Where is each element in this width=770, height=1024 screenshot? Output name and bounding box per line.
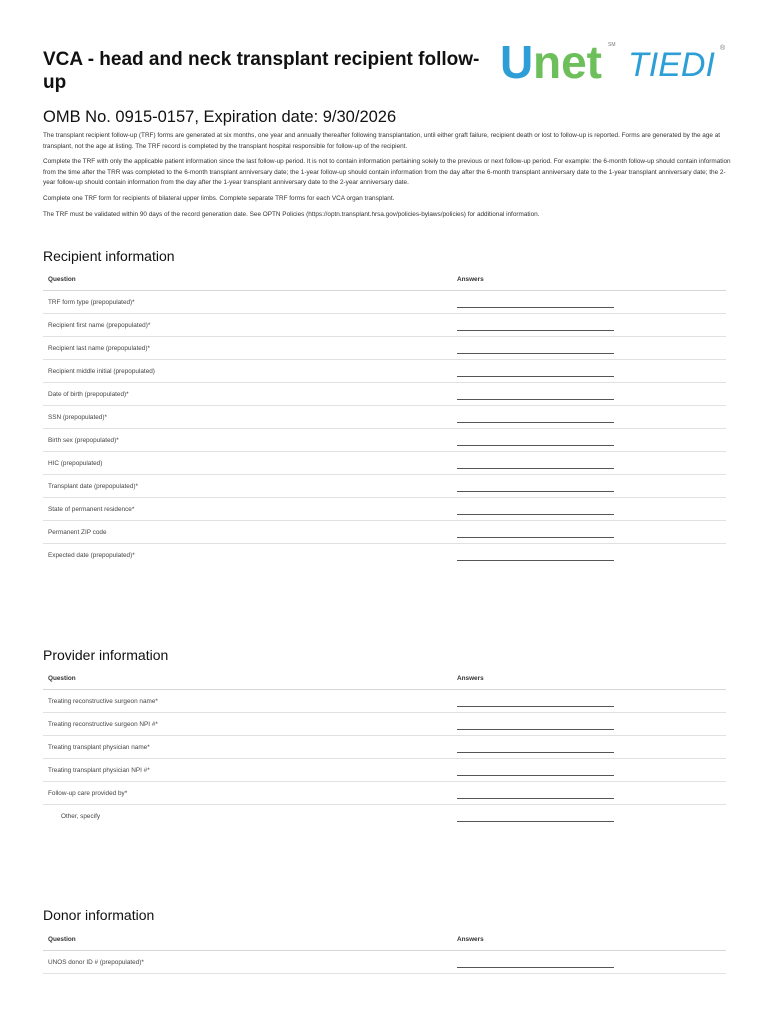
table-header: [43, 928, 726, 951]
provider-table: [43, 667, 726, 828]
table-row: [43, 452, 726, 475]
table-row: [43, 521, 726, 544]
table-row: [43, 291, 726, 314]
question-label: Transplant date (prepopulated)*: [48, 482, 138, 490]
intro-paragraph: The TRF must be validated within 90 days of the record generation date. See OPTN Policies (https://optn.transplant.hrsa.gov/policies-bylaws/policies) for additional information.: [43, 210, 540, 218]
answer-field[interactable]: [457, 514, 614, 515]
intro-paragraph: Complete the TRF with only the applicable patient information since the last follow-up period. It is not to contain information pertaining solely to the previous or next follow-up period. For example: the 6-month follow-up should contain information from the time after the TRR was completed to the 6-month transplant anniversary date; the 1-year follow-up should contain information from the day after the 6-month transplant anniversary date to the 1-year transplant anniversary date; the 2-year follow-up should contain information from the day after the 1-year transplant anniversary date to the 2-year anniversary date.: [43, 158, 731, 187]
answer-field[interactable]: [457, 752, 614, 753]
omb-number: OMB No. 0915-0157, Expiration date: 9/30/2026: [43, 108, 397, 126]
table-row: [43, 475, 726, 498]
table-row: [43, 805, 726, 828]
intro-text: [43, 131, 733, 225]
section-title-provider: Provider information: [43, 647, 169, 663]
question-label: HIC (prepopulated): [48, 459, 103, 467]
svg-text:U: U: [500, 36, 534, 86]
table-header: [43, 268, 726, 291]
question-label: State of permanent residence*: [48, 505, 135, 513]
table-header: [43, 667, 726, 690]
answer-field[interactable]: [457, 967, 614, 968]
question-label: Follow-up care provided by*: [48, 789, 128, 797]
question-label: Birth sex (prepopulated)*: [48, 436, 119, 444]
question-label: SSN (prepopulated)*: [48, 413, 107, 421]
table-row: [43, 360, 726, 383]
intro-paragraph: Complete one TRF form for recipients of bilateral upper limbs. Complete separate TRF forms for each VCA organ transplant.: [43, 194, 395, 202]
question-label: Treating reconstructive surgeon NPI #*: [48, 720, 158, 728]
question-label: Treating transplant physician NPI #*: [48, 766, 150, 774]
question-label: Recipient first name (prepopulated)*: [48, 321, 151, 329]
table-row: [43, 544, 726, 567]
table-row: [43, 429, 726, 452]
answers-column-header: Answers: [457, 674, 484, 682]
question-label: UNOS donor ID # (prepopulated)*: [48, 958, 144, 966]
answer-field[interactable]: [457, 422, 614, 423]
section-title-donor: Donor information: [43, 907, 155, 923]
answer-field[interactable]: [457, 560, 614, 561]
question-column-header: Question: [48, 275, 76, 283]
answer-field[interactable]: [457, 775, 614, 776]
question-label: Recipient last name (prepopulated)*: [48, 344, 150, 352]
table-row: [43, 759, 726, 782]
answer-field[interactable]: [457, 491, 614, 492]
question-label: Expected date (prepopulated)*: [48, 552, 135, 559]
table-row: [43, 337, 726, 360]
question-column-header: Question: [48, 674, 76, 682]
svg-text:SM: SM: [608, 42, 616, 48]
question-label: Date of birth (prepopulated)*: [48, 390, 129, 398]
table-row: [43, 782, 726, 805]
table-row: [43, 736, 726, 759]
question-label: Treating reconstructive surgeon name*: [48, 697, 158, 705]
donor-table: [43, 928, 726, 974]
answers-column-header: Answers: [457, 275, 484, 283]
recipient-table: [43, 268, 726, 567]
answer-field[interactable]: [457, 445, 614, 446]
question-label: Recipient middle initial (prepopulated): [48, 367, 155, 375]
answer-field[interactable]: [457, 330, 614, 331]
answer-field[interactable]: [457, 537, 614, 538]
answer-field[interactable]: [457, 307, 614, 308]
answer-field[interactable]: [457, 399, 614, 400]
answer-field[interactable]: [457, 376, 614, 377]
table-row: [43, 406, 726, 429]
table-row: [43, 951, 726, 974]
svg-text:®: ®: [720, 45, 726, 52]
table-row: [43, 690, 726, 713]
question-label: Other, specify: [61, 813, 101, 820]
svg-text:net: net: [533, 36, 602, 86]
answer-field[interactable]: [457, 353, 614, 354]
question-column-header: Question: [48, 935, 76, 943]
unet-tiedi-logo: [500, 36, 730, 86]
table-row: [43, 314, 726, 337]
answers-column-header: Answers: [457, 935, 484, 943]
table-row: [43, 383, 726, 406]
table-row: [43, 713, 726, 736]
table-row: [43, 498, 726, 521]
answer-field[interactable]: [457, 706, 614, 707]
question-label: Treating transplant physician name*: [48, 743, 150, 751]
answer-field[interactable]: [457, 798, 614, 799]
question-label: Permanent ZIP code: [48, 528, 107, 536]
section-title-recipient: Recipient information: [43, 248, 175, 264]
question-label: TRF form type (prepopulated)*: [48, 298, 135, 306]
answer-field[interactable]: [457, 729, 614, 730]
answer-field[interactable]: [457, 468, 614, 469]
intro-paragraph: The transplant recipient follow-up (TRF) forms are generated at six months, one year and annually thereafter following transplantation, until either graft failure, recipient death or lost to follow-up is reported. Forms are generated by the age at transplant, not the age at listing. The TRF record is completed by the transplant hospital responsible for follow-up of the recipient.: [43, 132, 721, 150]
page-title: VCA - head and neck transplant recipient follow-up: [43, 49, 480, 93]
answer-field[interactable]: [457, 821, 614, 822]
svg-text:TIEDI: TIEDI: [628, 46, 715, 84]
